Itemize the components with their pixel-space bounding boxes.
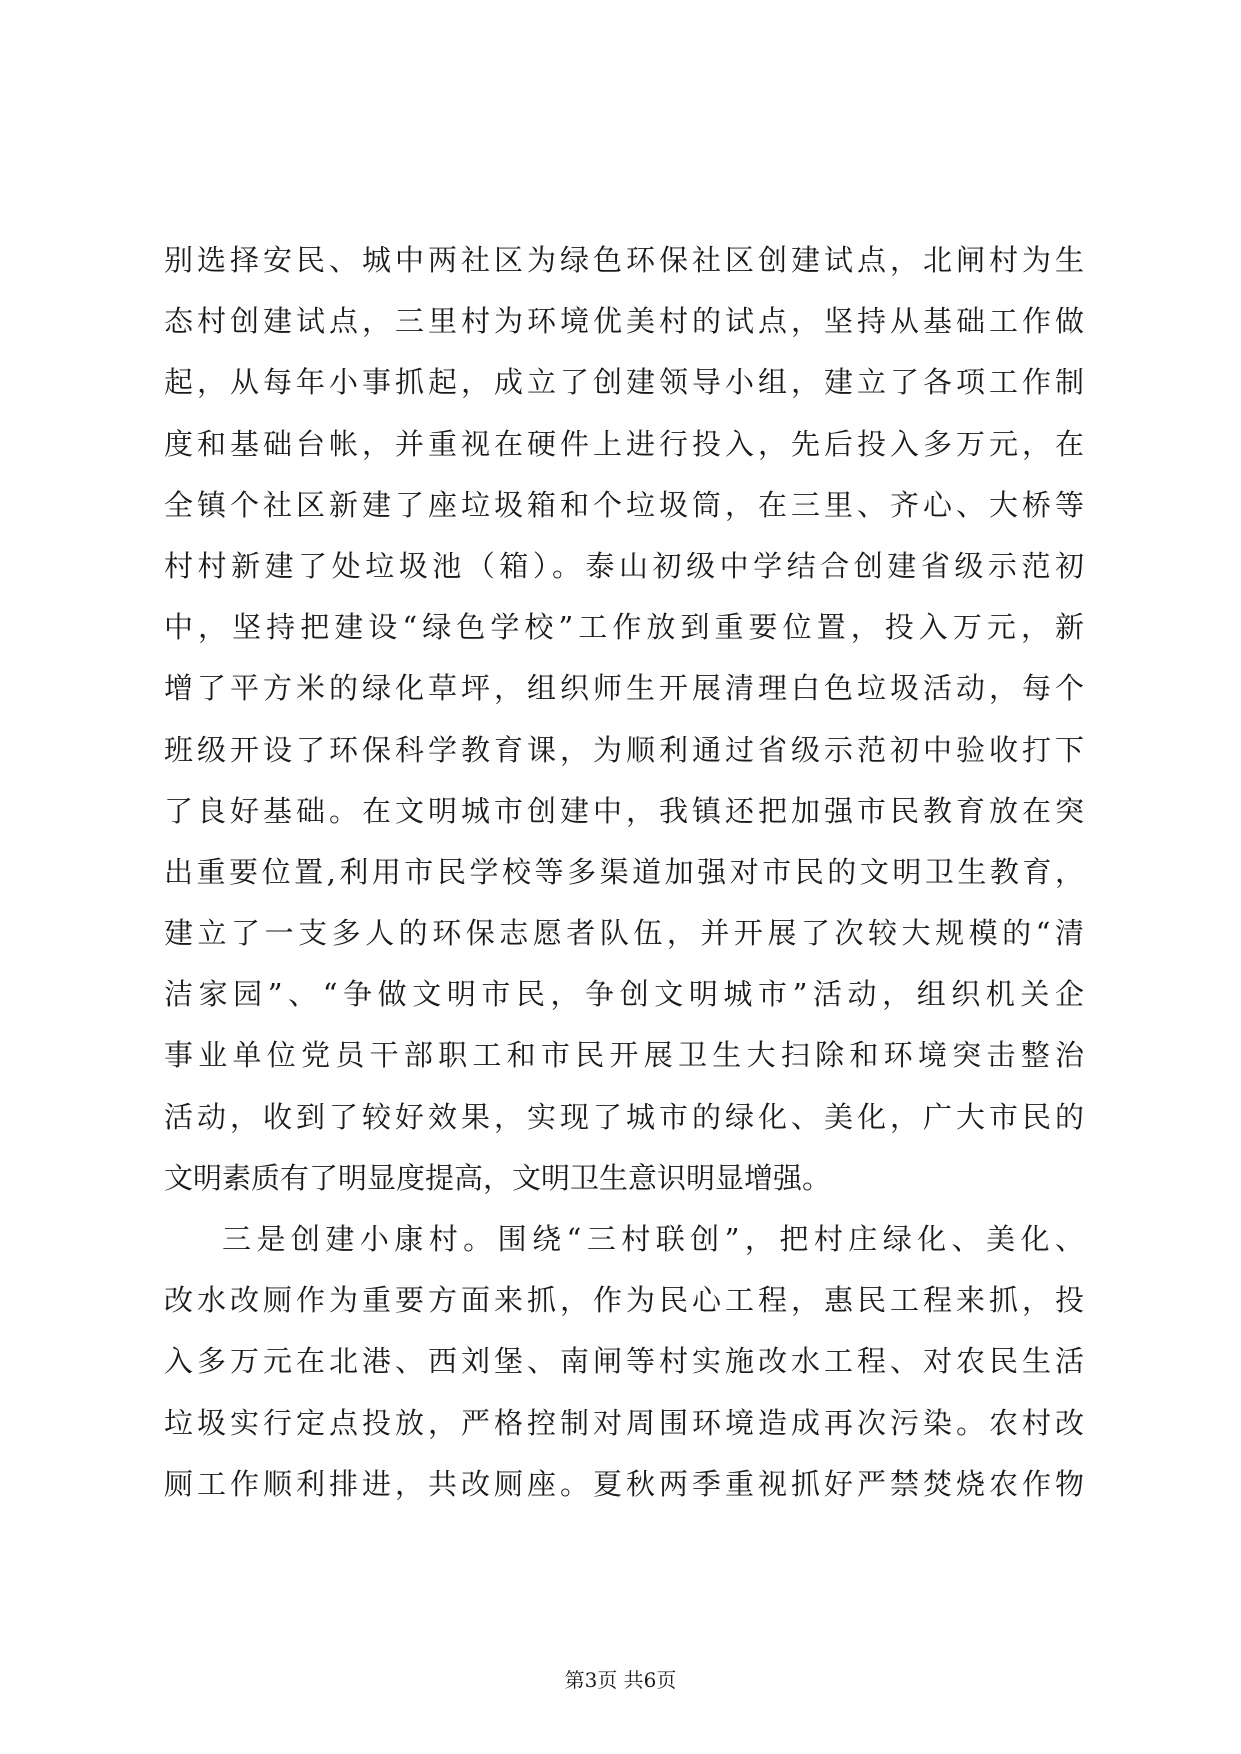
paragraph-1-line: 事业单位党员干部职工和市民开展卫生大扫除和环境突击整治 — [164, 1038, 1084, 1073]
paragraph-1-line: 态村创建试点，三里村为环境优美村的试点，坚持从基础工作做 — [164, 304, 1084, 339]
paragraph-2-line: 厕工作顺利排进，共改厕座。夏秋两季重视抓好严禁焚烧农作物 — [164, 1466, 1084, 1501]
document-body — [164, 230, 1084, 1515]
paragraph-1-line: 文明素质有了明显度提高，文明卫生意识明显增强。 — [164, 1160, 832, 1195]
page-number-footer: 第3页 共6页 — [564, 1668, 677, 1692]
paragraph-1-line: 中，坚持把建设“绿色学校”工作放到重要位置，投入万元，新 — [164, 610, 1084, 645]
paragraph-1-line: 村村新建了处垃圾池（箱）。泰山初级中学结合创建省级示范初 — [164, 548, 1084, 583]
paragraph-2-line: 垃圾实行定点投放，严格控制对周围环境造成再次污染。农村改 — [164, 1405, 1084, 1440]
paragraph-1-line: 增了平方米的绿化草坪，组织师生开展清理白色垃圾活动，每个 — [164, 671, 1084, 706]
paragraph-1-line: 起，从每年小事抓起，成立了创建领导小组，建立了各项工作制 — [164, 365, 1084, 400]
paragraph-1-line: 洁家园”、“争做文明市民，争创文明城市”活动，组织机关企 — [164, 977, 1084, 1012]
paragraph-1-line: 班级开设了环保科学教育课，为顺利通过省级示范初中验收打下 — [164, 732, 1084, 767]
paragraph-2-line: 入多万元在北港、西刘堡、南闸等村实施改水工程、对农民生活 — [164, 1344, 1084, 1379]
paragraph-1-line: 建立了一支多人的环保志愿者队伍，并开展了次较大规模的“清 — [164, 916, 1084, 951]
paragraph-1-line: 全镇个社区新建了座垃圾箱和个垃圾筒，在三里、齐心、大桥等 — [164, 487, 1084, 522]
paragraph-1-line: 别选择安民、城中两社区为绿色环保社区创建试点，北闸村为生 — [164, 243, 1084, 277]
paragraph-2-line: 改水改厕作为重要方面来抓，作为民心工程，惠民工程来抓，投 — [164, 1283, 1084, 1318]
paragraph-1-line: 度和基础台帐，并重视在硬件上进行投入，先后投入多万元，在 — [164, 426, 1084, 461]
paragraph-1-line: 了良好基础。在文明城市创建中，我镇还把加强市民教育放在突 — [164, 793, 1084, 828]
paragraph-2-line: 三是创建小康村。围绕“三村联创”，把村庄绿化、美化、 — [222, 1222, 1084, 1256]
paragraph-1-line: 活动，收到了较好效果，实现了城市的绿化、美化，广大市民的 — [164, 1099, 1084, 1134]
paragraph-1-line: 出重要位置,利用市民学校等多渠道加强对市民的文明卫生教育， — [164, 854, 1084, 889]
